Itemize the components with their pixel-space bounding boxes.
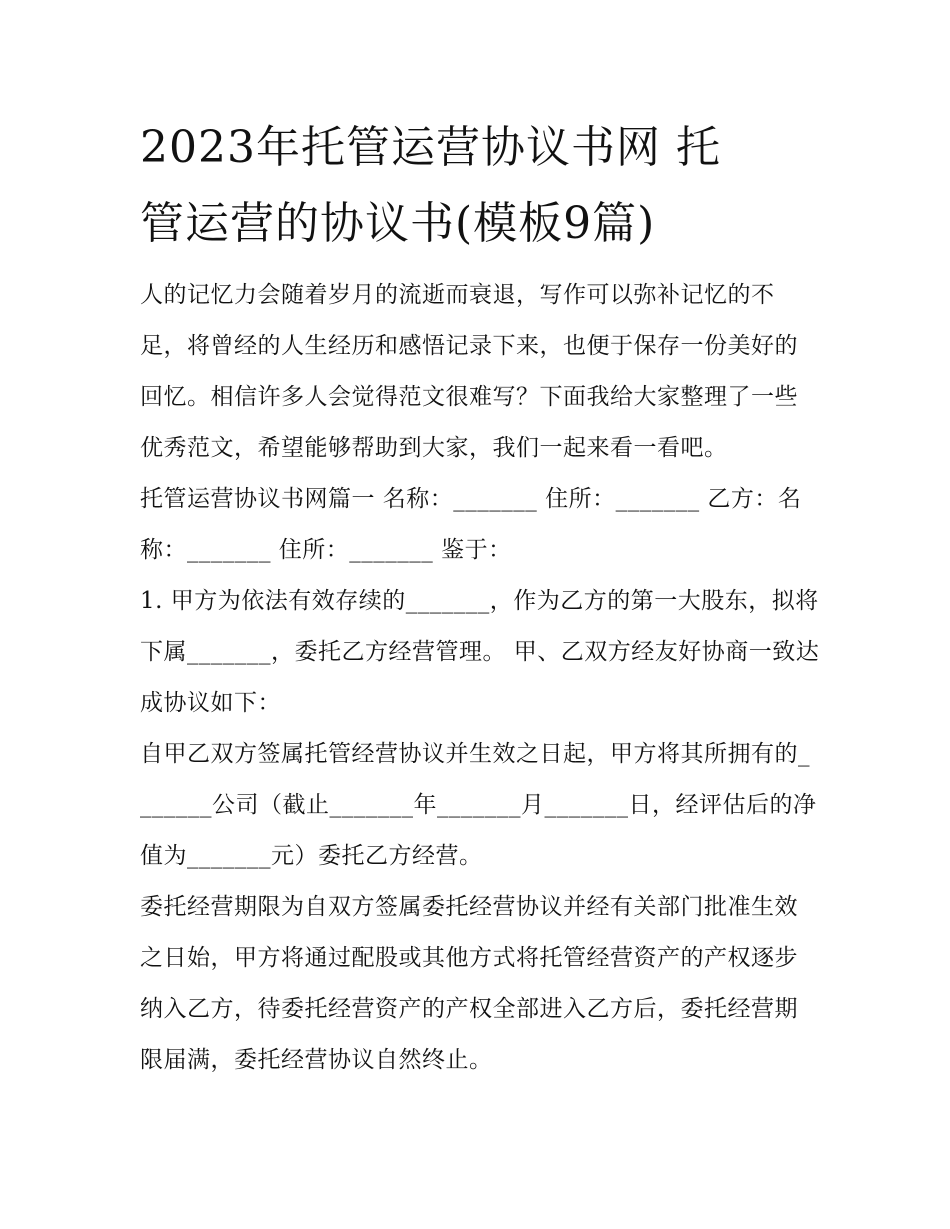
term-paragraph: 委托经营期限为自双方签属委托经营协议并经有关部门批准生效之日始，甲方将通过配股或其他方式将托管经营资产的产权逐步纳入乙方，待委托经营资产的产权全部进入乙方后，委托经营期限届满，委托经营协议自然终止。	[140, 894, 798, 1073]
party-info-paragraph: 托管运营协议书网篇一 名称：_______ 住所：_______ 乙方：名称：_______ 住所：_______ 鉴于：	[140, 486, 802, 563]
title-line-1: 2023年托管运营协议书网 托	[140, 122, 721, 173]
clause-1-paragraph: 1. 甲方为依法有效存续的_______，作为乙方的第一大股东，拟将下属_______，委托乙方经营管理。 甲、乙双方经友好协商一致达成协议如下：	[140, 588, 820, 716]
entrust-paragraph: 自甲乙双方签属托管经营协议并生效之日起，甲方将其所拥有的_______公司（截止_______年_______月_______日，经评估后的净值为_______元）委托乙方经营。	[140, 741, 817, 869]
document-page	[140, 110, 820, 1086]
intro-paragraph: 人的记忆力会随着岁月的流逝而衰退，写作可以弥补记忆的不足，将曾经的人生经历和感悟记录下来，也便于保存一份美好的回忆。相信许多人会觉得范文很难写？下面我给大家整理了一些优秀范文，希望能够帮助到大家，我们一起来看一看吧。	[140, 282, 798, 461]
document-title	[140, 110, 820, 262]
title-line-2: 管运营的协议书(模板9篇)	[140, 198, 656, 249]
